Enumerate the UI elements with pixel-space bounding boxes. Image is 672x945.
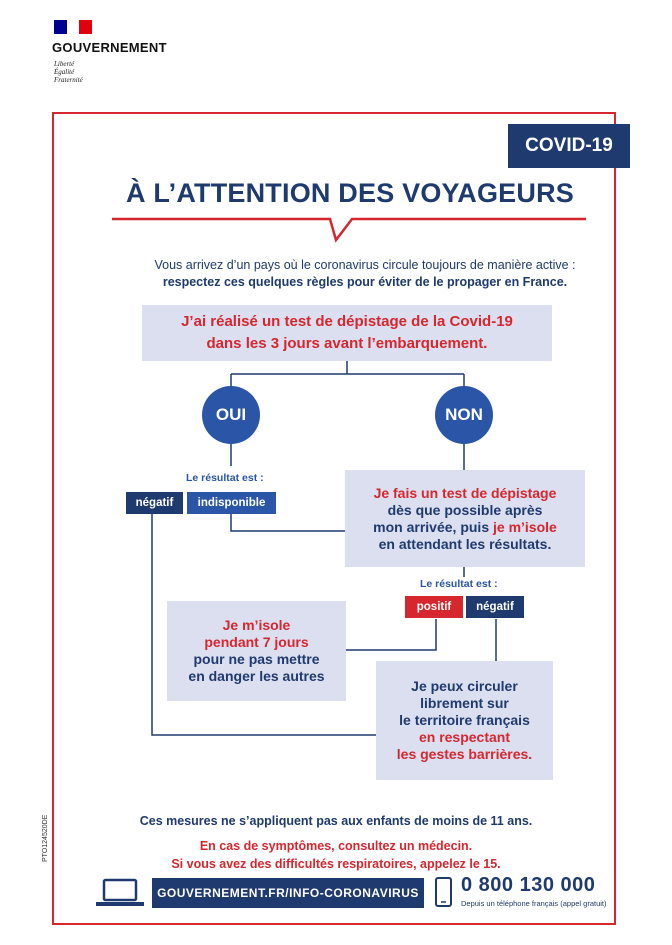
motto-liberte: Liberté xyxy=(54,60,75,68)
connector-positif xyxy=(346,619,436,650)
test-line-1: Je fais un test de dépistage xyxy=(373,484,557,501)
title-underline xyxy=(112,219,586,240)
question-line-2: dans les 3 jours avant l’embarquement. xyxy=(206,335,488,352)
connector-indisponible xyxy=(231,514,345,531)
question-line-1: J’ai réalisé un test de dépistage de la Covid-19 xyxy=(181,313,513,330)
phone-note: Depuis un téléphone français (appel gratuit) xyxy=(461,899,607,908)
intro-text xyxy=(70,257,660,291)
isolate-box xyxy=(167,601,346,701)
free-line-4: en respectant xyxy=(418,729,511,745)
right-result-label: Le résultat est : xyxy=(420,578,498,590)
phone-number[interactable]: 0 800 130 000 xyxy=(461,874,596,896)
right-positif-tag: positif xyxy=(405,596,463,618)
breathing-line: Si vous avez des difficultés respiratoires, appelez le 15. xyxy=(171,857,501,871)
non-circle: NON xyxy=(435,386,493,444)
symptoms-line: En cas de symptômes, consultez un médecin. xyxy=(199,839,473,853)
test-line-2: dès que possible après xyxy=(387,501,543,518)
free-box xyxy=(376,661,553,780)
isolate-line-2: pendant 7 jours xyxy=(204,634,309,650)
motto-fraternite: Fraternité xyxy=(54,76,83,84)
document-code: PTO124520DE xyxy=(42,814,49,862)
question-box xyxy=(142,305,552,361)
phone-icon xyxy=(436,878,451,906)
left-indisponible-tag: indisponible xyxy=(187,492,276,514)
children-note: Ces mesures ne s’appliquent pas aux enfants de moins de 11 ans. xyxy=(139,814,533,828)
isolate-line-3: pour ne pas mettre xyxy=(193,651,320,667)
test-box xyxy=(345,470,585,567)
symptoms-note xyxy=(60,837,612,873)
isolate-line-1: Je m’isole xyxy=(222,617,291,633)
free-line-5: les gestes barrières. xyxy=(396,746,533,762)
free-line-3: le territoire français xyxy=(399,712,530,728)
motto-egalite: Égalité xyxy=(54,68,75,76)
free-line-2: librement sur xyxy=(420,695,509,711)
isolate-line-4: en danger les autres xyxy=(188,668,325,684)
government-name: GOUVERNEMENT xyxy=(52,40,167,55)
info-url-link[interactable]: GOUVERNEMENT.FR/INFO-CORONAVIRUS xyxy=(152,878,424,908)
page-title: À L’ATTENTION DES VOYAGEURS xyxy=(126,178,574,208)
left-negatif-tag: négatif xyxy=(126,492,183,514)
intro-line-1: Vous arrivez d’un pays où le coronavirus circule toujours de manière active : xyxy=(154,258,576,272)
covid-badge: COVID-19 xyxy=(508,124,630,168)
oui-circle: OUI xyxy=(202,386,260,444)
intro-line-2: respectez ces quelques règles pour éviter de le propager en France. xyxy=(162,275,568,289)
right-negatif-tag: négatif xyxy=(466,596,524,618)
test-line-3: mon arrivée, puis je m’isole xyxy=(373,518,557,535)
free-line-1: Je peux circuler xyxy=(411,678,518,694)
left-result-label: Le résultat est : xyxy=(186,472,264,484)
test-line-4: en attendant les résultats. xyxy=(378,535,552,552)
laptop-icon xyxy=(96,880,144,906)
